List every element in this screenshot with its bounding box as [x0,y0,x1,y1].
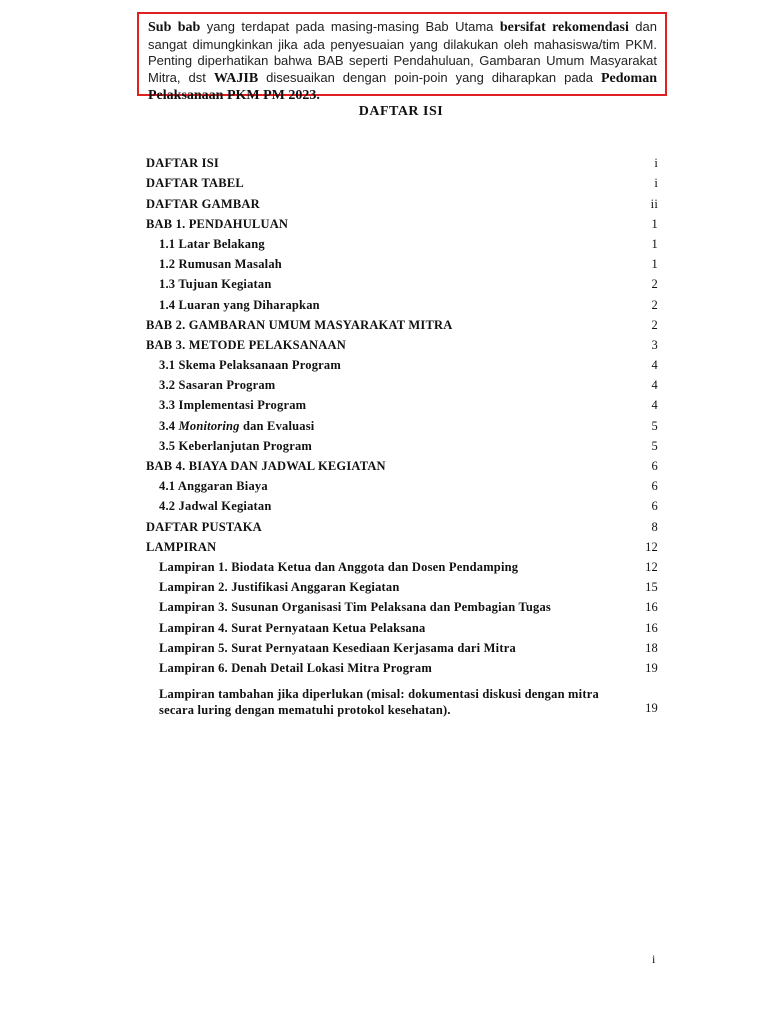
toc-3-4[interactable]: 3.4 Monitoring dan Evaluasi 5 [159,418,658,433]
toc-4-1[interactable]: 4.1 Anggaran Biaya 6 [159,479,658,494]
toc-lampiran-3[interactable]: Lampiran 3. Susunan Organisasi Tim Pelaksana dan Pembagian Tugas 16 [159,600,658,615]
footer-page-number: i [652,952,656,966]
recommendation-notice-box [137,12,667,103]
toc-daftar-isi[interactable]: DAFTAR ISI i [146,156,658,171]
notice-rekomendasi: bersifat rekomendasi [499,20,629,35]
toc-3-4-number: 3.4 [159,418,179,433]
toc-3-4-monitoring: Monitoring [178,418,240,433]
toc-daftar-tabel[interactable]: DAFTAR TABEL i [146,176,658,191]
toc-lampiran-6[interactable]: Lampiran 6. Denah Detail Lokasi Mitra Program 19 [159,660,658,675]
notice-sub-bab: Sub bab [148,20,201,35]
toc-daftar-pustaka[interactable]: DAFTAR PUSTAKA 8 [146,519,658,534]
toc-4-2[interactable]: 4.2 Jadwal Kegiatan 6 [159,499,658,514]
toc-lampiran[interactable]: LAMPIRAN 12 [146,539,658,554]
notice-text-1: yang terdapat pada masing-masing Bab Utama [200,19,500,34]
toc-1-2[interactable]: 1.2 Rumusan Masalah 1 [159,257,658,272]
toc-1-1[interactable]: 1.1 Latar Belakang 1 [159,236,658,251]
toc-1-4[interactable]: 1.4 Luaran yang Diharapkan 2 [159,297,658,312]
toc-lampiran-5[interactable]: Lampiran 5. Surat Pernyataan Kesediaan Kerjasama dari Mitra 18 [159,640,658,655]
toc-3-1[interactable]: 3.1 Skema Pelaksanaan Program 4 [159,358,658,373]
toc-3-3[interactable]: 3.3 Implementasi Program 4 [159,398,658,413]
toc-bab-4[interactable]: BAB 4. BIAYA DAN JADWAL KEGIATAN 6 [146,459,658,473]
toc-3-2[interactable]: 3.2 Sasaran Program 4 [159,378,658,393]
notice-text-3: disesuaikan dengan poin-poin yang diharapkan pada [258,69,601,85]
toc-lampiran-4[interactable]: Lampiran 4. Surat Pernyataan Ketua Pelaksana 16 [159,620,658,635]
toc-lampiran-2[interactable]: Lampiran 2. Justifikasi Anggaran Kegiatan 15 [159,580,658,595]
notice-pedoman: Pedoman Pelaksanaan PKM PM 2023. [148,70,657,103]
toc-daftar-gambar[interactable]: DAFTAR GAMBAR ii [146,196,658,211]
toc-3-4-rest: dan Evaluasi [239,418,315,433]
toc-bab-3[interactable]: BAB 3. METODE PELAKSANAAN 3 [146,337,658,352]
toc-lampiran-tambahan[interactable]: Lampiran tambahan jika diperlukan (misal: dokumentasi diskusi dengan mitra secara luring dengan mematuhi protokol kesehatan). 19 [159,686,658,717]
notice-text-2: dan sangat dimungkinkan jika ada penyesuaian yang dilakukan oleh mahasiswa/tim PKM. Penting diperhatikan bahwa BAB seperti Pendahuluan, Gambaran Umum Masyarakat Mitra, dst [148,19,657,85]
notice-wajib: WAJIB [213,70,259,86]
toc-1-3[interactable]: 1.3 Tujuan Kegiatan 2 [159,277,658,292]
page-title: DAFTAR ISI [358,104,444,119]
table-of-contents [146,153,658,718]
toc-3-5[interactable]: 3.5 Keberlanjutan Program 5 [159,438,658,453]
toc-bab-1[interactable]: BAB 1. PENDAHULUAN 1 [146,216,658,231]
toc-bab-2[interactable]: BAB 2. GAMBARAN UMUM MASYARAKAT MITRA 2 [146,317,658,332]
toc-lampiran-1[interactable]: Lampiran 1. Biodata Ketua dan Anggota dan Dosen Pendamping 12 [159,559,658,574]
